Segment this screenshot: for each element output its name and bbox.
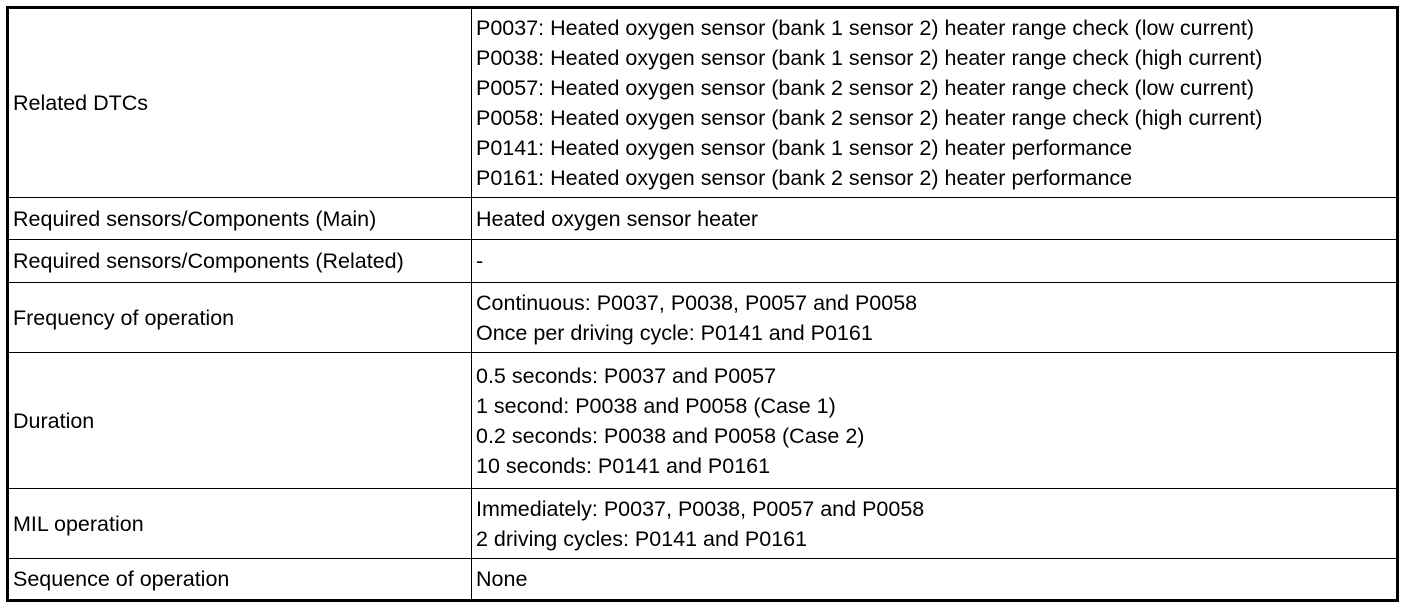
value-line: 10 seconds: P0141 and P0161 — [476, 453, 771, 478]
table-row-required-related — [8, 240, 1398, 283]
table-row-duration — [8, 353, 1398, 489]
table-row-mil-operation — [8, 489, 1398, 559]
value-line: 2 driving cycles: P0141 and P0161 — [476, 526, 808, 551]
dtc-line-p0058: P0058: Heated oxygen sensor (bank 2 sensor 2) heater range check (high current) — [476, 106, 1263, 130]
value-line: Continuous: P0037, P0038, P0057 and P0058 — [476, 290, 918, 315]
value-line: Once per driving cycle: P0141 and P0161 — [476, 320, 873, 345]
dtc-line-p0057: P0057: Heated oxygen sensor (bank 2 sensor 2) heater range check (low current) — [476, 76, 1255, 100]
monitor-specification-table — [6, 6, 1399, 602]
row-label-required-main: Required sensors/Components (Main) — [8, 198, 472, 240]
value-line: - — [476, 249, 484, 273]
dtc-line-p0038: P0038: Heated oxygen sensor (bank 1 sensor 2) heater range check (high current) — [476, 46, 1263, 70]
row-label-mil-operation: MIL operation — [8, 489, 472, 559]
dtc-line-p0037: P0037: Heated oxygen sensor (bank 1 sensor 2) heater range check (low current) — [476, 16, 1255, 40]
value-line: Heated oxygen sensor heater — [476, 206, 759, 231]
dtc-line-p0141: P0141: Heated oxygen sensor (bank 1 sensor 2) heater performance — [476, 136, 1133, 160]
row-value-duration — [472, 353, 1398, 489]
dtc-line-p0161: P0161: Heated oxygen sensor (bank 2 sensor 2) heater performance — [476, 166, 1133, 190]
table-row-related-dtcs — [8, 8, 1398, 198]
row-value-required-main — [472, 198, 1398, 240]
row-value-frequency — [472, 283, 1398, 353]
row-label-related-dtcs: Related DTCs — [8, 8, 472, 198]
value-line: Immediately: P0037, P0038, P0057 and P0058 — [476, 496, 925, 521]
table-row-required-main — [8, 198, 1398, 240]
table-row-frequency — [8, 283, 1398, 353]
value-line: 1 second: P0038 and P0058 (Case 1) — [476, 393, 836, 418]
row-label-frequency: Frequency of operation — [8, 283, 472, 353]
row-value-required-related — [472, 240, 1398, 283]
row-value-sequence — [472, 559, 1398, 601]
table-row-sequence — [8, 559, 1398, 601]
row-label-required-related: Required sensors/Components (Related) — [8, 240, 472, 283]
value-line: None — [476, 567, 528, 591]
value-line: 0.5 seconds: P0037 and P0057 — [476, 363, 777, 388]
row-label-sequence: Sequence of operation — [8, 559, 472, 601]
value-line: 0.2 seconds: P0038 and P0058 (Case 2) — [476, 423, 865, 448]
row-value-mil-operation — [472, 489, 1398, 559]
row-value-related-dtcs — [472, 8, 1398, 198]
row-label-duration: Duration — [8, 353, 472, 489]
